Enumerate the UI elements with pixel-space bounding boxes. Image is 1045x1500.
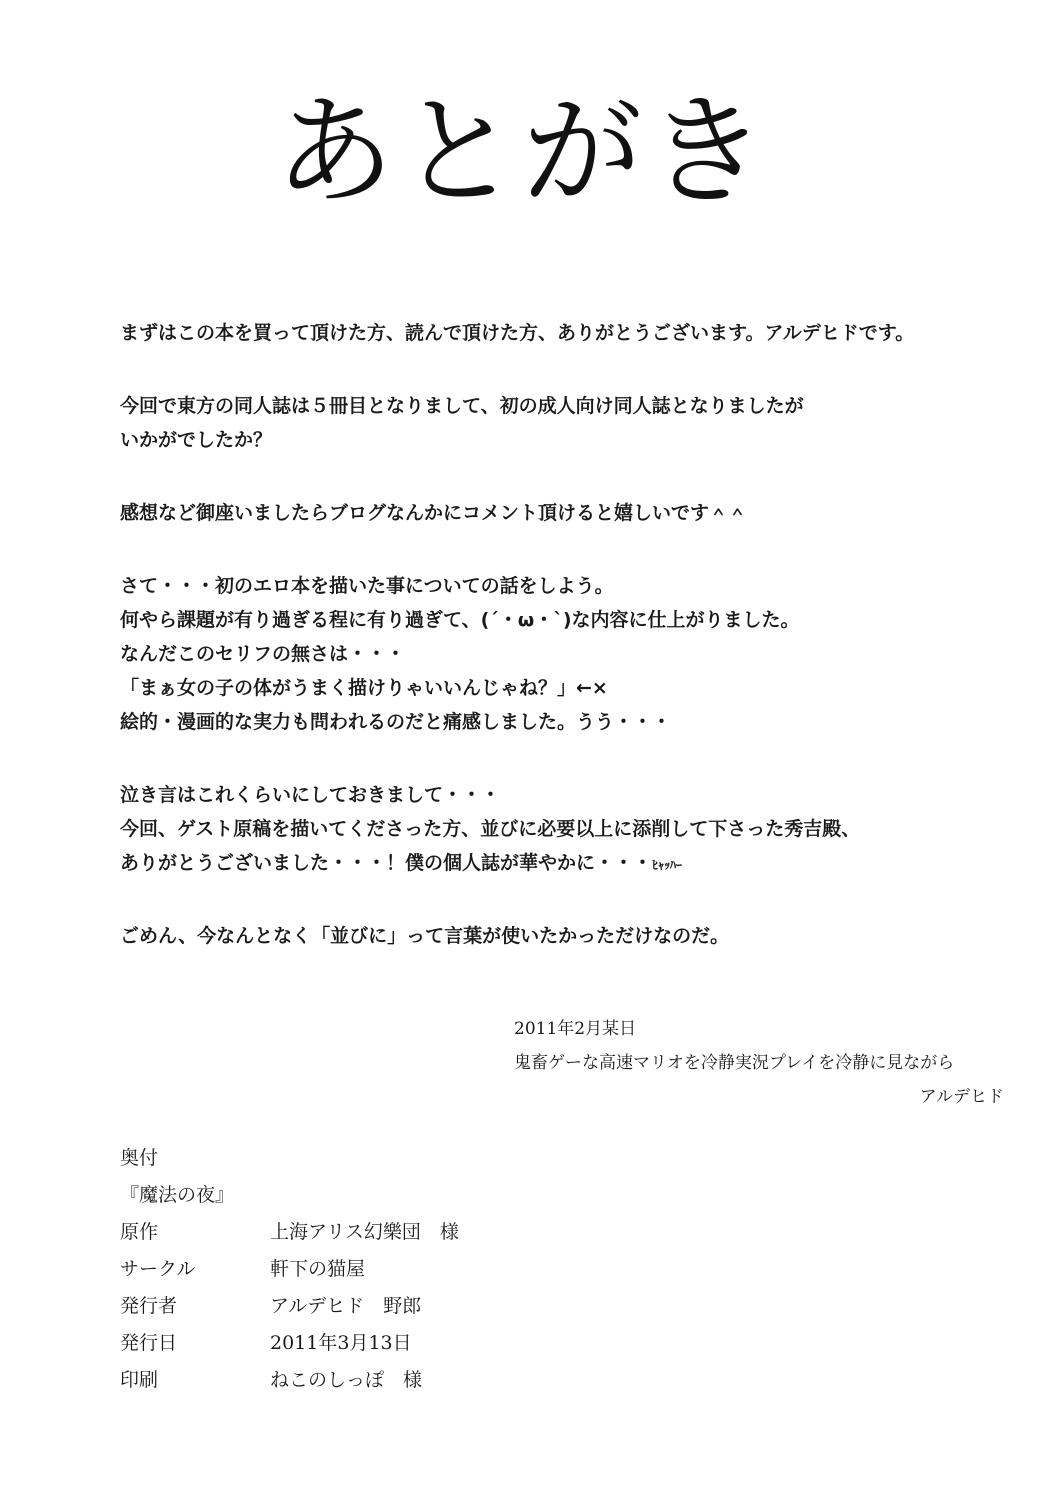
text-line: いかがでしたか？ [120,429,273,451]
colophon-row [120,1325,720,1362]
paragraph-thanks [120,778,1020,880]
colophon-key: サークル [120,1258,196,1280]
colophon-value: ねこのしっぽ 様 [270,1369,423,1391]
colophon-value: 上海アリス幻樂団 様 [270,1221,459,1243]
colophon-row [120,1362,720,1399]
page-title: あとがき [274,83,771,222]
colophon [120,1140,720,1399]
text-line: ごめん、今なんとなく「並びに」って言葉が使いたかっただけなのだ。 [120,925,730,947]
colophon-value: アルデヒド 野郎 [270,1295,422,1317]
text-line: 今回で東方の同人誌は５冊目となりまして、初の成人向け同人誌となりましたが [120,395,804,417]
book-title: 『魔法の夜』 [120,1184,235,1206]
signature-note: 鬼畜ゲーな高速マリオを冷静実況プレイを冷静に見ながら [514,1053,955,1073]
signature-block [514,1012,1004,1114]
text-line [120,846,1020,880]
colophon-heading: 奥付 [120,1147,159,1169]
afterword-body [120,316,1020,953]
text-line: 絵的・漫画的な実力も問われるのだと痛感しました。うう・・・ [120,711,672,733]
text-line: 今回、ゲスト原稿を描いてくださった方、並びに必要以上に添削して下さった秀吉殿、 [120,818,861,840]
signature-author: アルデヒド [919,1087,1004,1107]
text-line: 感想など御座いましたらブログなんかにコメント頂けると嬉しいです＾＾ [120,502,748,524]
colophon-key: 発行日 [120,1332,178,1354]
paragraph-reflection [120,569,1020,739]
text-line: 何やら課題が有り過ぎる程に有り過ぎて、(´・ω・`)な内容に仕上がりました。 [120,609,800,631]
colophon-key: 印刷 [120,1369,159,1391]
colophon-row [120,1251,720,1288]
paragraph-closing [120,919,1020,953]
signature-date: 2011年2月某日 [514,1019,637,1039]
text-line: まずはこの本を買って頂けた方、読んで頂けた方、ありがとうございます。アルデヒドです。 [120,322,915,344]
small-exclamation: ﾋｬｯﾊｰ [652,858,683,872]
text-line: 泣き言はこれくらいにしておきまして・・・ [120,784,501,806]
text-line: なんだこのセリフの無さは・・・ [120,643,406,665]
colophon-row [120,1288,720,1325]
colophon-key: 発行者 [120,1295,178,1317]
paragraph-greeting [120,316,1020,350]
colophon-value: 2011年3月13日 [270,1332,412,1354]
paragraph-feedback [120,496,1020,530]
text-line: 「まぁ女の子の体がうまく描けりゃいいんじゃね？」←× [120,677,608,699]
paragraph-intro [120,389,1020,457]
text-line: さて・・・初のエロ本を描いた事についての話をしよう。 [120,575,614,597]
text-line-main: ありがとうございました・・・！僕の個人誌が華やかに・・・ [120,852,653,874]
colophon-key: 原作 [120,1221,159,1243]
colophon-value: 軒下の猫屋 [270,1258,366,1280]
colophon-row [120,1214,720,1251]
